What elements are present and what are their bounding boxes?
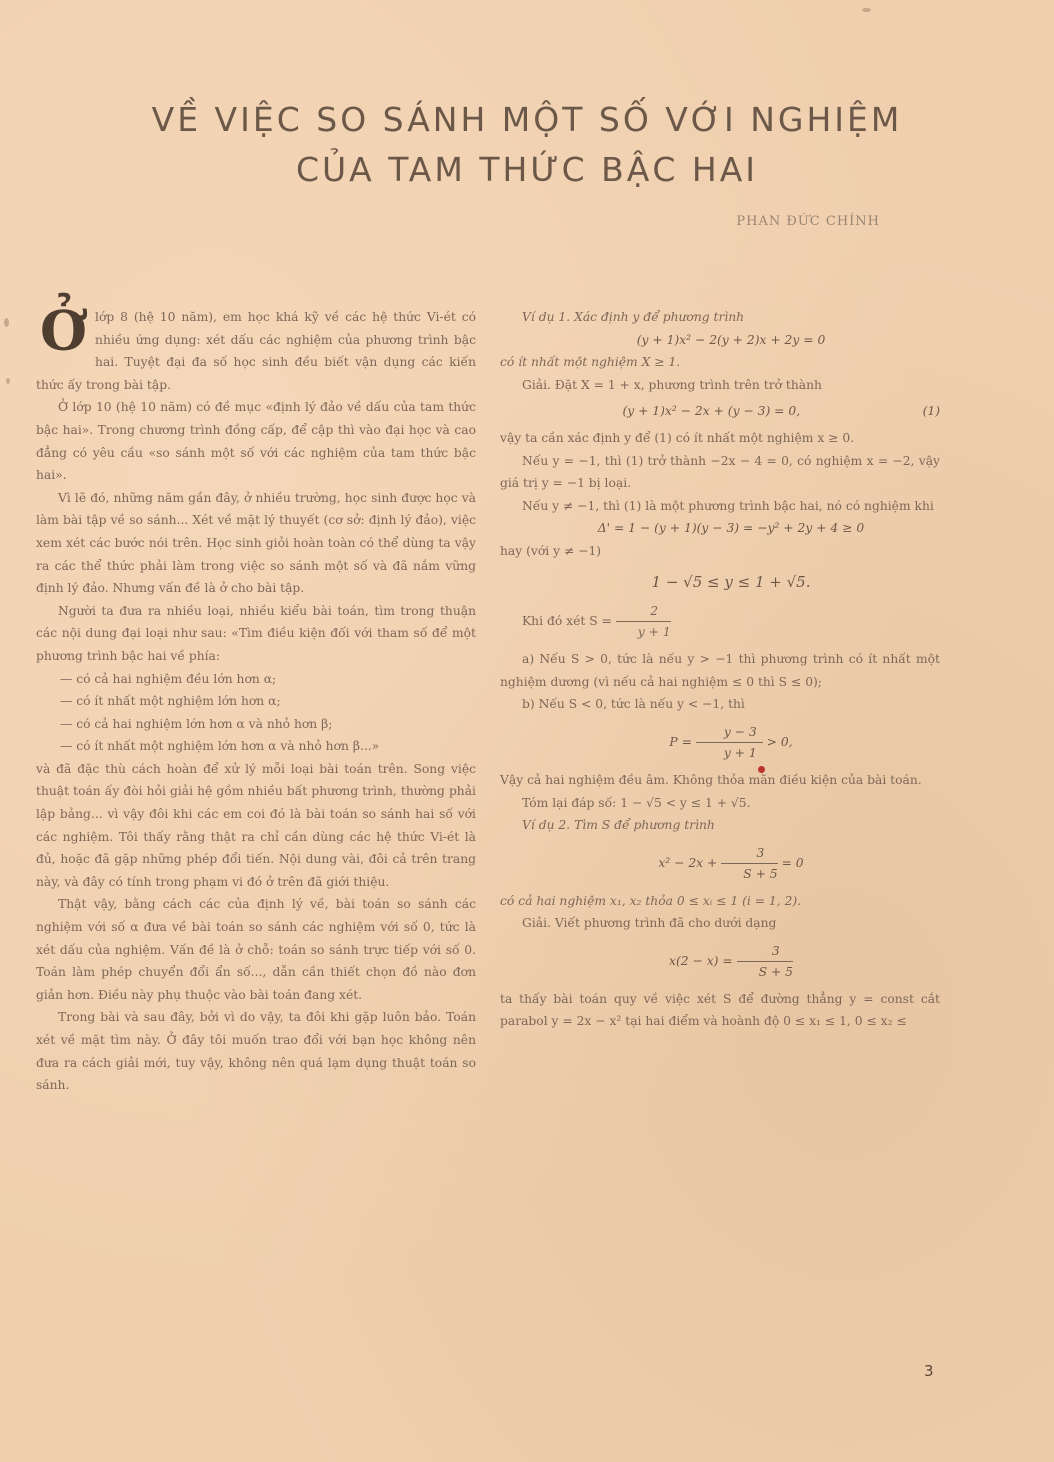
example-2-heading: Ví dụ 2. Tìm S để phương trình: [522, 818, 715, 833]
equation-1-row: [500, 400, 940, 423]
ink-spot: [862, 8, 871, 12]
product-denominator: y + 1: [723, 745, 757, 760]
case-a: a) Nếu S > 0, tức là nếu y > −1 thì phương trình có ít nhất một nghiệm dương (vì nếu cả hai nghiệm ≤ 0 thì S ≤ 0);: [500, 652, 940, 689]
example-2-lhs: x² − 2x +: [658, 855, 718, 870]
example-2-numerator: 3: [721, 843, 777, 864]
example-1-equation: (y + 1)x² − 2(y + 2)x + 2y = 0: [636, 332, 826, 347]
ink-spot: [4, 318, 9, 327]
example-2-rhs: = 0: [781, 855, 804, 870]
paragraph: Người ta đưa ra nhiều loại, nhiều kiểu bài toán, tìm trong thuận các nội dung đại loại như sau: «Tìm điều kiện đối với tham số để một phương trình bậc hai về phía:: [36, 603, 476, 663]
example-2-denominator: S + 5: [743, 866, 778, 881]
list-item: — có ít nhất một nghiệm lớn hơn α và nhỏ hơn β...»: [60, 739, 380, 754]
solution-2-numerator: 3: [737, 941, 793, 962]
intro-paragraph: [36, 299, 476, 396]
condition-list: [36, 668, 476, 758]
paragraph: Thật vậy, bằng cách các của định lý về, bài toán so sánh các nghiệm với số α đưa về bài toán so sánh các nghiệm với số 0, tức là xét dấu của nghiệm. Vấn đề là ở chỗ: toán so sánh trực tiếp với số 0. Toán làm phép chuyển đổi ẩn số..., dẫn cần thiết chọn đồ nào đơn giản hơn. Điều này phụ thuộc vào bài toán đang xét.: [36, 897, 476, 1002]
range-formula: 1 − √5 ≤ y ≤ 1 + √5.: [651, 572, 811, 591]
sum-denominator: y + 1: [637, 625, 671, 640]
solution-1-continued: vậy ta cần xác định y để (1) có ít nhất một nghiệm x ≥ 0.: [500, 430, 855, 445]
sum-intro: Khi đó xét S =: [522, 614, 612, 629]
right-column: [500, 306, 940, 1033]
list-item: — có cả hai nghiệm đều lớn hơn α;: [60, 671, 277, 686]
solution-2-intro: Giải. Viết phương trình đã cho dưới dạng: [522, 916, 777, 931]
case-b-conclusion: Vậy cả hai nghiệm đều âm. Không thỏa mãn điều kiện của bài toán.: [500, 772, 922, 787]
discriminant-formula: Δ' = 1 − (y + 1)(y − 3) = −y² + 2y + 4 ≥ 0: [597, 521, 865, 536]
ink-spot: [758, 766, 765, 773]
paragraph: Trong bài và sau đây, bởi vì do vậy, ta đôi khi gặp luôn bảo. Toán xét về mặt tìm này. Ở đây tôi muốn trao đổi với bạn học không nên đưa ra cách giải mới, tuy vậy, không nên quá lạm dụng thuật toán so sánh.: [36, 1010, 476, 1093]
case-y-minus-one: Nếu y = −1, thì (1) trở thành −2x − 4 = 0, có nghiệm x = −2, vậy giá trị y = −1 bị loại.: [500, 453, 940, 491]
product-lhs: P =: [669, 734, 692, 749]
example-1-condition: có ít nhất một nghiệm X ≥ 1.: [500, 355, 681, 370]
example-1-heading: Ví dụ 1. Xác định y để phương trình: [522, 310, 745, 324]
product-rhs: > 0,: [766, 734, 793, 749]
left-column: [36, 299, 476, 1097]
solution-2-fraction: [737, 941, 793, 982]
paragraph: Vì lẽ đó, những năm gần đây, ở nhiều trường, học sinh được học và làm bài tập về so sánh... Xét về mặt lý thuyết (cơ sở: định lý đảo), việc xem xét các bước nói trên. Học sinh giỏi hoàn toàn có thể dùng ta vậy ra các thể thức phải làm trong việc so sánh một số và đã nắm vững định lý đảo. Nhưng vấn đề là ở cho bài tập.: [36, 490, 476, 596]
example-2-equation: [500, 843, 940, 884]
drop-cap: Ở: [40, 299, 88, 363]
solution-1-intro: Giải. Đặt X = 1 + x, phương trình trên trở thành: [522, 377, 822, 392]
discriminant-note: hay (với y ≠ −1): [500, 543, 602, 558]
paragraph-text: lớp 8 (hệ 10 năm), em học khá kỹ về các hệ thức Vi-ét có nhiều ứng dụng: xét dấu các nghiệm của phương trình bậc hai. Tuyệt đại đa số học sinh đều biết vận dụng các kiến thức ấy trong bài tập.: [36, 310, 476, 392]
equation-1: (y + 1)x² − 2x + (y − 3) = 0,: [622, 404, 801, 419]
sum-fraction: [616, 601, 671, 642]
product-fraction: [696, 722, 763, 763]
product-numerator: y − 3: [696, 722, 763, 743]
paragraph: Ở lớp 10 (hệ 10 năm) có đề mục «định lý đảo về dấu của tam thức bậc hai». Trong chương trình đồng cấp, để cập thì vào đại học và cao đẳng có yêu cầu «so sánh một số với các nghiệm của tam thức bậc hai».: [36, 400, 476, 483]
solution-2-equation: [500, 941, 940, 982]
article-title-line-2: CỦA TAM THỨC BẬC HAI: [295, 150, 759, 189]
answer-1: Tóm lại đáp số: 1 − √5 < y ≤ 1 + √5.: [522, 795, 751, 810]
case-y-not-minus-one: Nếu y ≠ −1, thì (1) là một phương trình bậc hai, nó có nghiệm khi: [522, 498, 934, 513]
equation-1-tag: (1): [922, 404, 940, 419]
list-item: — có cả hai nghiệm lớn hơn α và nhỏ hơn β;: [60, 716, 333, 731]
example-2-fraction: [721, 843, 777, 884]
author-name: PHAN ĐỨC CHÍNH: [736, 214, 880, 229]
page-number: 3: [924, 1362, 934, 1380]
ink-spot: [6, 378, 10, 384]
example-2-condition: có cả hai nghiệm x₁, x₂ thỏa 0 ≤ xᵢ ≤ 1 (i = 1, 2).: [500, 893, 802, 908]
article-title-line-1: VỀ VIỆC SO SÁNH MỘT SỐ VỚI NGHIỆM: [151, 100, 903, 139]
solution-2-continued: ta thấy bài toán quy về việc xét S để đường thẳng y = const cắt parabol y = 2x − x² tại hai điểm và hoành độ 0 ≤ x₁ ≤ 1, 0 ≤ x₂ ≤: [500, 991, 940, 1029]
product-formula: [500, 722, 940, 763]
solution-2-lhs: x(2 − x) =: [669, 953, 733, 968]
sum-numerator: 2: [616, 601, 671, 622]
case-b: b) Nếu S < 0, tức là nếu y < −1, thì: [522, 697, 745, 712]
sum-formula-row: [500, 601, 940, 642]
solution-2-denominator: S + 5: [758, 964, 793, 979]
list-item: — có ít nhất một nghiệm lớn hơn α;: [60, 694, 281, 709]
paragraph: và đã đặc thù cách hoàn để xử lý mỗi loại bài toán trên. Song việc thuật toán ấy đòi hỏi giải hệ gồm nhiều bất phương trình, thường phải lập bảng... vì vậy đôi khi các em coi đó là bài toán so sánh hai số với các nghiệm. Tôi thấy rằng thật ra chỉ cần dùng các hệ thức Vi-ét là đủ, hoặc đã gặp những phép đổi tiến. Nội dung vài, đôi cả trên trang này, và đây có tính trong phạm vi đó ở trên đã giới thiệu.: [36, 761, 476, 889]
